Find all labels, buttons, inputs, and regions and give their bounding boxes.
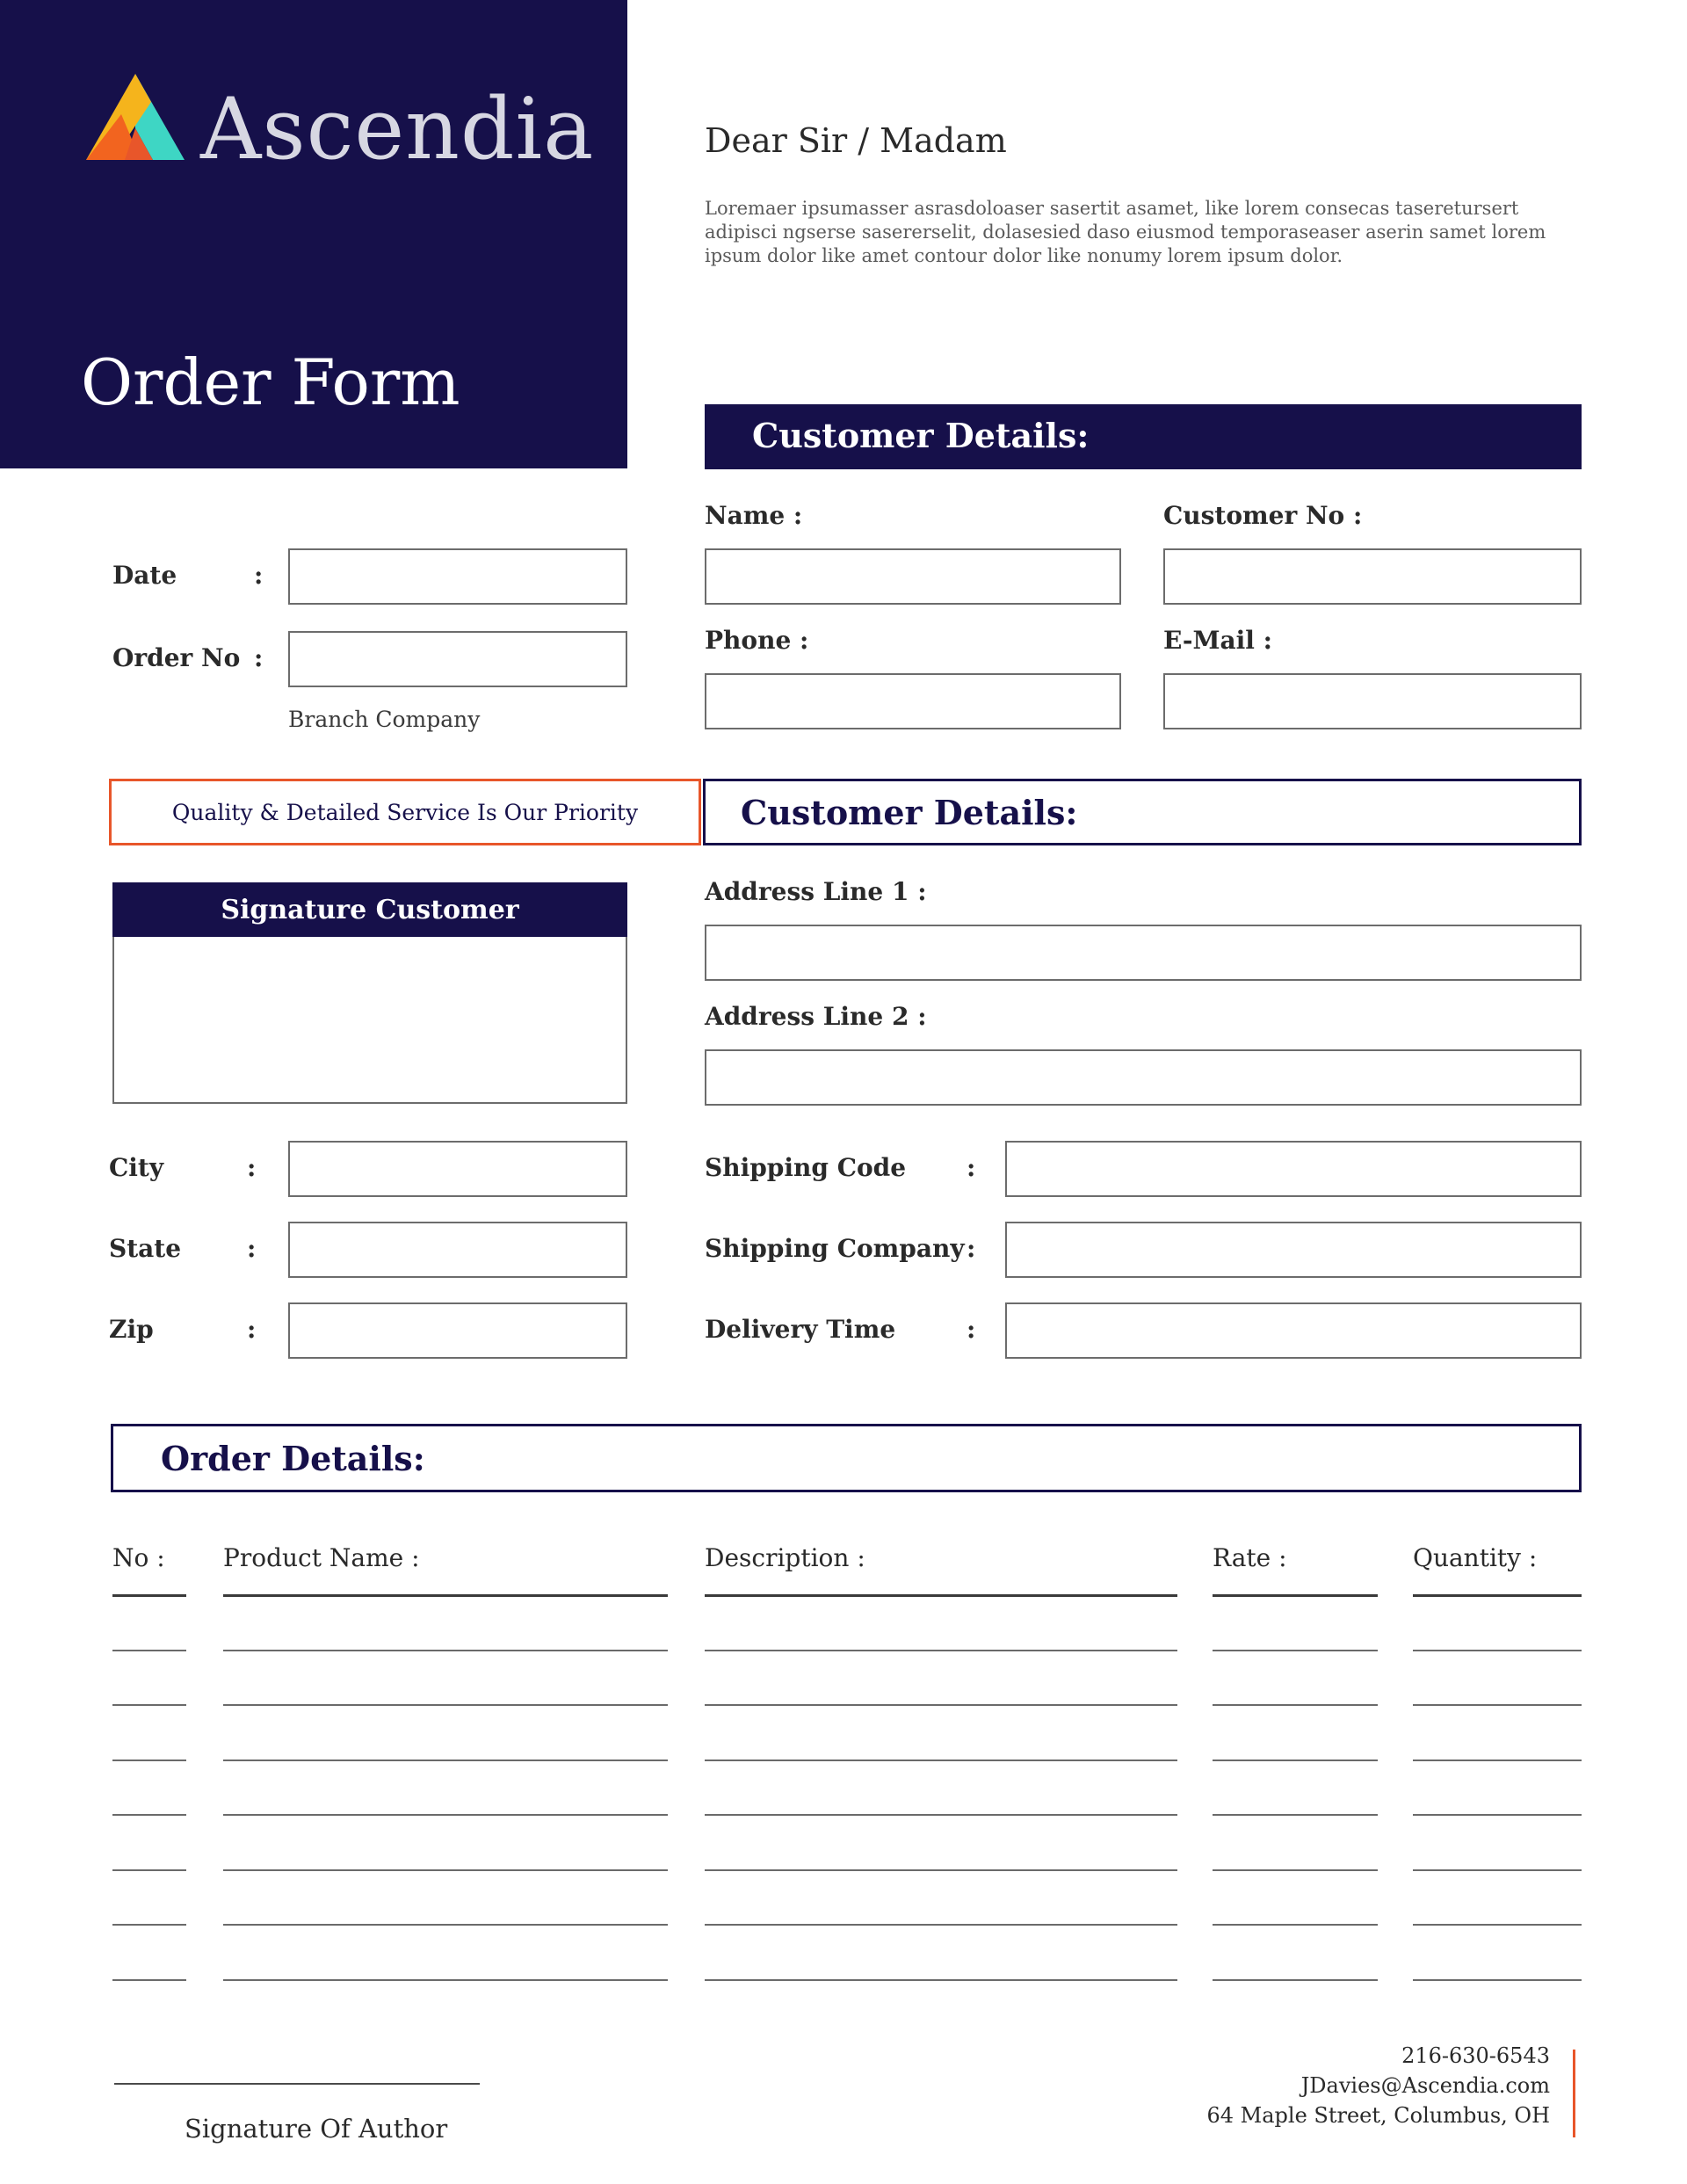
date-label: Date <box>112 561 177 590</box>
order-line-quantity[interactable] <box>1413 1924 1582 1926</box>
order-line-product-name[interactable] <box>223 1924 668 1926</box>
email-field[interactable] <box>1163 673 1582 729</box>
signature-customer-title: Signature Customer <box>221 894 519 925</box>
order-no-field[interactable] <box>288 631 627 687</box>
order-line-no[interactable] <box>112 1814 186 1816</box>
column-header-no: No : <box>112 1543 165 1572</box>
column-underline-rate <box>1213 1594 1378 1597</box>
order-line-quantity[interactable] <box>1413 1760 1582 1761</box>
phone-field[interactable] <box>705 673 1121 729</box>
contact-email: JDavies@Ascendia.com <box>1300 2073 1550 2098</box>
zip-label: Zip <box>109 1315 154 1344</box>
order-line-description[interactable] <box>705 1704 1177 1706</box>
order-line-quantity[interactable] <box>1413 1704 1582 1706</box>
city-field[interactable] <box>288 1141 627 1197</box>
order-line-no[interactable] <box>112 1979 186 1981</box>
column-header-description: Description : <box>705 1543 865 1572</box>
ascendia-logo-icon <box>86 74 185 160</box>
order-line-description[interactable] <box>705 1760 1177 1761</box>
email-label: E-Mail : <box>1163 626 1272 655</box>
order-line-description[interactable] <box>705 1869 1177 1871</box>
order-line-quantity[interactable] <box>1413 1869 1582 1871</box>
date-field[interactable] <box>288 548 627 605</box>
delivery-time-field[interactable] <box>1005 1302 1582 1359</box>
shipping-code-label: Shipping Code <box>705 1153 907 1182</box>
signature-customer-header <box>112 882 627 937</box>
state-label: State <box>109 1234 182 1263</box>
contact-address: 64 Maple Street, Columbus, OH <box>1206 2103 1550 2128</box>
delivery-time-label: Delivery Time <box>705 1315 896 1344</box>
order-line-rate[interactable] <box>1213 1650 1378 1651</box>
order-no-colon: : <box>254 643 264 672</box>
brand-name: Ascendia <box>200 80 595 178</box>
address-line-2-label: Address Line 2 : <box>705 1002 927 1031</box>
priority-text: Quality & Detailed Service Is Our Priority <box>171 799 639 825</box>
intro-paragraph: Loremaer ipsumasser asrasdoloaser sasertit asamet, like lorem consecas taseretursert adipisci ngserse sasererselit, dolasesied daso eiusmod temporaseaser aserin samet lorem ipsum dolor like amet contour dolor like nonumy lorem ipsum dolor. <box>705 198 1546 266</box>
city-colon: : <box>247 1153 257 1182</box>
order-line-no[interactable] <box>112 1704 186 1706</box>
author-signature-line[interactable] <box>114 2083 480 2085</box>
phone-label: Phone : <box>705 626 809 655</box>
zip-colon: : <box>247 1315 257 1344</box>
order-line-product-name[interactable] <box>223 1650 668 1651</box>
order-line-quantity[interactable] <box>1413 1650 1582 1651</box>
shipping-code-colon: : <box>967 1153 976 1182</box>
author-signature-label: Signature Of Author <box>185 2114 448 2144</box>
page-title: Order Form <box>81 345 460 419</box>
customer-no-field[interactable] <box>1163 548 1582 605</box>
order-line-product-name[interactable] <box>223 1814 668 1816</box>
priority-banner <box>109 779 701 845</box>
order-line-quantity[interactable] <box>1413 1979 1582 1981</box>
order-line-product-name[interactable] <box>223 1979 668 1981</box>
column-header-product-name: Product Name : <box>223 1543 420 1572</box>
order-line-no[interactable] <box>112 1869 186 1871</box>
address-details-header <box>703 779 1582 845</box>
shipping-company-field[interactable] <box>1005 1222 1582 1278</box>
order-line-rate[interactable] <box>1213 1760 1378 1761</box>
column-underline-product-name <box>223 1594 668 1597</box>
column-underline-description <box>705 1594 1177 1597</box>
address-line-1-label: Address Line 1 : <box>705 877 927 906</box>
delivery-time-colon: : <box>967 1315 976 1344</box>
date-colon: : <box>254 561 264 590</box>
order-line-no[interactable] <box>112 1760 186 1761</box>
order-line-description[interactable] <box>705 1650 1177 1651</box>
shipping-company-colon: : <box>967 1234 976 1263</box>
order-line-product-name[interactable] <box>223 1760 668 1761</box>
order-line-description[interactable] <box>705 1924 1177 1926</box>
order-line-product-name[interactable] <box>223 1869 668 1871</box>
address-line-2-field[interactable] <box>705 1049 1582 1106</box>
contact-phone: 216-630-6543 <box>1401 2043 1550 2068</box>
greeting: Dear Sir / Madam <box>705 121 1007 160</box>
customer-details-header <box>705 404 1582 469</box>
order-line-no[interactable] <box>112 1650 186 1651</box>
column-header-rate: Rate : <box>1213 1543 1287 1572</box>
order-line-no[interactable] <box>112 1924 186 1926</box>
order-line-description[interactable] <box>705 1979 1177 1981</box>
order-line-rate[interactable] <box>1213 1704 1378 1706</box>
order-details-header <box>111 1424 1582 1492</box>
order-line-rate[interactable] <box>1213 1924 1378 1926</box>
state-colon: : <box>247 1234 257 1263</box>
order-line-product-name[interactable] <box>223 1704 668 1706</box>
name-label: Name : <box>705 501 803 530</box>
column-header-quantity: Quantity : <box>1413 1543 1538 1572</box>
order-line-rate[interactable] <box>1213 1979 1378 1981</box>
order-line-quantity[interactable] <box>1413 1814 1582 1816</box>
customer-no-label: Customer No : <box>1163 501 1363 530</box>
customer-details-title: Customer Details: <box>752 416 1090 455</box>
order-line-rate[interactable] <box>1213 1869 1378 1871</box>
address-line-1-field[interactable] <box>705 925 1582 981</box>
column-underline-no <box>112 1594 186 1597</box>
order-no-label: Order No <box>112 643 241 672</box>
column-underline-quantity <box>1413 1594 1582 1597</box>
branch-company-note: Branch Company <box>288 707 481 732</box>
order-line-description[interactable] <box>705 1814 1177 1816</box>
shipping-code-field[interactable] <box>1005 1141 1582 1197</box>
name-field[interactable] <box>705 548 1121 605</box>
shipping-company-label: Shipping Company <box>705 1234 965 1263</box>
contact-accent-bar <box>1573 2050 1575 2137</box>
order-line-rate[interactable] <box>1213 1814 1378 1816</box>
order-details-title: Order Details: <box>161 1438 425 1478</box>
state-field[interactable] <box>288 1222 627 1278</box>
city-label: City <box>109 1153 164 1182</box>
zip-field[interactable] <box>288 1302 627 1359</box>
address-details-title: Customer Details: <box>741 792 1078 832</box>
